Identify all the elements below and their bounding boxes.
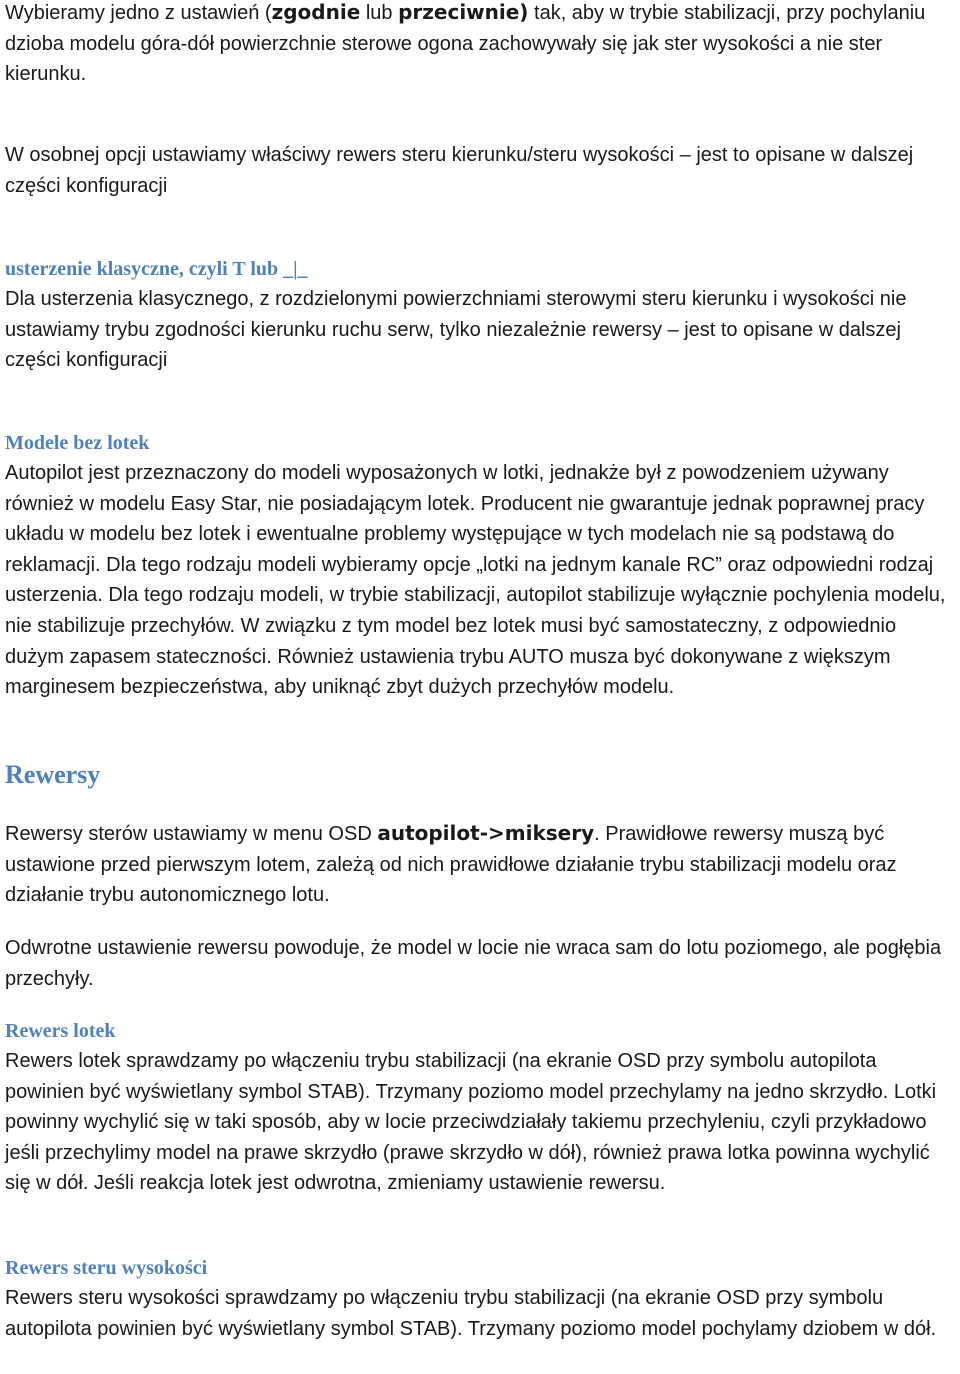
paragraph-odwrotne: Odwrotne ustawienie rewersu powoduje, że model w locie nie wraca sam do lotu poziomego, ale pogłębia przechyły. (5, 937, 942, 990)
paragraph-rewersy (5, 818, 960, 911)
heading-usterzenie-klasyczne: usterzenie klasyczne, czyli T lub _|_ (5, 258, 308, 280)
heading-rewersy: Rewersy (5, 760, 101, 789)
text-segment: . Prawidłowe rewersy muszą być ustawione przed pierwszym lotem, zależą od nich prawidłowe działanie trybu stabilizacji modelu oraz działanie trybu autonomicznego lotu. (5, 823, 897, 907)
text-segment: lub (360, 2, 399, 24)
menu-path: autopilot->miksery (377, 821, 595, 845)
text-segment: Wybieramy jedno z ustawień ( (5, 2, 272, 24)
heading-rewers-lotek: Rewers lotek (5, 1020, 116, 1042)
option-przeciwnie: przeciwnie) (398, 0, 529, 24)
text-segment: Rewersy sterów ustawiamy w menu OSD (5, 823, 378, 845)
paragraph-bez-lotek: Autopilot jest przeznaczony do modeli wyposażonych w lotki, jednakże był z powodzeniem używany również w modelu Easy Star, nie posiadającym lotek. Producent nie gwarantuje jednak poprawnej pracy układu w modelu bez lotek i ewentualne problemy występujące w tych modelach nie są podstawą do reklamacji. Dla tego rodzaju modeli wybieramy opcje „lotki na jednym kanale RC” oraz odpowiedni rodzaj usterzenia. Dla tego rodzaju modeli, w trybie stabilizacji, autopilot stabilizuje wyłącznie pochylenia modelu, nie stabilizuje przechyłów. W związku z tym model bez lotek musi być samostateczny, z odpowiednio dużym zapasem stateczności. Również ustawienia trybu AUTO musza być dokonywane z większym marginesem bezpieczeństwa, aby uniknąć zbyt dużych przechyłów modelu. (5, 462, 946, 699)
paragraph-rewers-lotek: Rewers lotek sprawdzamy po włączeniu trybu stabilizacji (na ekranie OSD przy symbolu autopilota powinien być wyświetlany symbol STAB). Trzymany poziomo model przechylamy na jedno skrzydło. Lotki powinny wychylić się w taki sposób, aby w locie przeciwdziałały takiemu przechyleniu, czyli przykładowo jeśli przechylimy model na prawe skrzydło (prawe skrzydło w dół), również prawa lotka powinna wychylić się w dół. Jeśli reakcja lotek jest odwrotna, zmieniamy ustawienie rewersu. (5, 1050, 937, 1195)
paragraph-klasyczne: Dla usterzenia klasycznego, z rozdzielonymi powierzchniami sterowymi steru kierunku i wysokości nie ustawiamy trybu zgodności kierunku ruchu serw, tylko niezależnie rewersy – jest to opisane w dalszej części konfiguracji (5, 288, 907, 372)
option-zgodnie: zgodnie (271, 0, 361, 24)
paragraph-separate-option: W osobnej opcji ustawiamy właściwy rewers steru kierunku/steru wysokości – jest to opisane w dalszej części konfiguracji (5, 144, 914, 197)
paragraph-stabilization-mode (5, 0, 960, 90)
text-segment: tak, aby w trybie stabilizacji, przy pochylaniu dzioba modelu góra-dół powierzchnie sterowe ogona zachowywały się jak ster wysokości a nie ster kierunku. (5, 2, 926, 86)
paragraph-rewers-steru: Rewers steru wysokości sprawdzamy po włączeniu trybu stabilizacji (na ekranie OSD przy symbolu autopilota powinien być wyświetlany symbol STAB). Trzymany poziomo model pochylamy dziobem w dół. (5, 1287, 937, 1340)
heading-modele-bez-lotek: Modele bez lotek (5, 432, 150, 454)
heading-rewers-steru-wysokosci: Rewers steru wysokości (5, 1257, 208, 1279)
